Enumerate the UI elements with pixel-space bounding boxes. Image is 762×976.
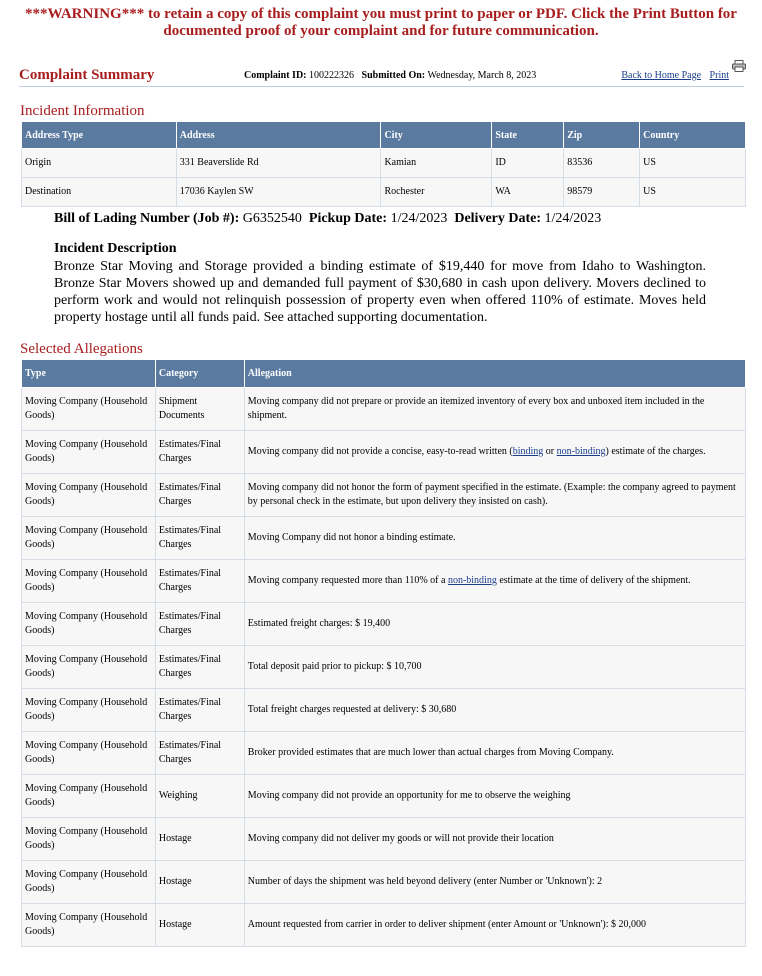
estimate-type-link[interactable]: non-binding <box>556 446 606 457</box>
incident-col-header: Address <box>176 122 381 149</box>
allegations-col-header: Allegation <box>244 360 745 388</box>
submitted-date: Wednesday, March 8, 2023 <box>427 70 537 81</box>
allegation-category: Weighing <box>155 775 244 818</box>
estimate-type-link[interactable]: non-binding <box>447 575 497 586</box>
allegation-text: Moving Company did not honor a binding estimate. <box>244 517 745 560</box>
incident-table <box>21 121 746 207</box>
allegation-text-part: ) estimate of the charges. <box>605 446 706 457</box>
allegation-row <box>22 904 746 947</box>
incident-header-row <box>22 122 746 149</box>
allegation-type: Moving Company (Household Goods) <box>22 603 156 646</box>
pickup-label: Pickup Date: <box>308 211 388 226</box>
allegation-type: Moving Company (Household Goods) <box>22 431 156 474</box>
allegation-category: Hostage <box>155 818 244 861</box>
incident-cell: Destination <box>22 178 177 207</box>
summary-bar <box>19 64 744 87</box>
allegation-row <box>22 517 746 560</box>
incident-cell: Origin <box>22 149 177 178</box>
allegation-text: Number of days the shipment was held beyond delivery (enter Number or 'Unknown'): 2 <box>244 861 745 904</box>
allegation-text-part: estimate at the time of delivery of the shipment. <box>496 575 691 586</box>
allegation-row <box>22 732 746 775</box>
allegation-category: Estimates/Final Charges <box>155 732 244 775</box>
pickup-date: 1/24/2023 <box>390 211 448 226</box>
incident-description-title: Incident Description <box>54 241 177 256</box>
incident-info-title: Incident Information <box>20 103 145 119</box>
allegation-category: Estimates/Final Charges <box>155 517 244 560</box>
allegation-row <box>22 775 746 818</box>
allegation-type: Moving Company (Household Goods) <box>22 861 156 904</box>
allegation-category: Shipment Documents <box>155 388 244 431</box>
allegations-col-header: Category <box>155 360 244 388</box>
incident-col-header: Zip <box>564 122 640 149</box>
incident-col-header: Address Type <box>22 122 177 149</box>
page-title: Complaint Summary <box>19 67 155 83</box>
bill-of-lading <box>54 211 601 227</box>
complaint-meta <box>244 70 536 81</box>
incident-cell: 83536 <box>564 149 640 178</box>
incident-cell: 17036 Kaylen SW <box>176 178 381 207</box>
allegation-category: Hostage <box>155 861 244 904</box>
allegation-row <box>22 689 746 732</box>
allegation-category: Estimates/Final Charges <box>155 431 244 474</box>
complaint-id: 100222326 <box>309 70 355 81</box>
allegation-type: Moving Company (Household Goods) <box>22 689 156 732</box>
allegation-text: Estimated freight charges: $ 19,400 <box>244 603 745 646</box>
allegation-text-part: or <box>543 446 557 457</box>
allegation-row <box>22 388 746 431</box>
incident-col-header: State <box>492 122 564 149</box>
incident-cell: Kamian <box>381 149 492 178</box>
incident-row <box>22 178 746 207</box>
allegation-category: Estimates/Final Charges <box>155 689 244 732</box>
allegation-type: Moving Company (Household Goods) <box>22 775 156 818</box>
printer-icon[interactable] <box>732 60 746 72</box>
allegation-type: Moving Company (Household Goods) <box>22 646 156 689</box>
allegation-type: Moving Company (Household Goods) <box>22 517 156 560</box>
allegation-text: Broker provided estimates that are much lower than actual charges from Moving Company. <box>244 732 745 775</box>
allegation-text: Total freight charges requested at delivery: $ 30,680 <box>244 689 745 732</box>
allegation-text: Total deposit paid prior to pickup: $ 10,700 <box>244 646 745 689</box>
allegation-text-part: Moving company did not provide a concise, easy-to-read written ( <box>247 446 513 457</box>
allegation-type: Moving Company (Household Goods) <box>22 474 156 517</box>
incident-col-header: City <box>381 122 492 149</box>
allegation-type: Moving Company (Household Goods) <box>22 388 156 431</box>
submitted-label: Submitted On: <box>361 70 426 81</box>
allegation-text: Amount requested from carrier in order to deliver shipment (enter Amount or 'Unknown'): $ 20,000 <box>244 904 745 947</box>
complaint-id-label: Complaint ID: <box>244 70 307 81</box>
allegation-text: Moving company did not provide an opportunity for me to observe the weighing <box>244 775 745 818</box>
allegation-text <box>244 431 745 474</box>
allegation-row <box>22 818 746 861</box>
allegation-text: Moving company did not prepare or provide an itemized inventory of every box and unboxed item included in the shipment. <box>244 388 745 431</box>
allegation-row <box>22 603 746 646</box>
incident-cell: 331 Beaverslide Rd <box>176 149 381 178</box>
allegation-row <box>22 646 746 689</box>
allegation-category: Estimates/Final Charges <box>155 603 244 646</box>
selected-allegations-title: Selected Allegations <box>20 341 143 357</box>
allegation-type: Moving Company (Household Goods) <box>22 732 156 775</box>
incident-cell: US <box>640 178 746 207</box>
allegation-category: Estimates/Final Charges <box>155 474 244 517</box>
incident-cell: WA <box>492 178 564 207</box>
allegation-text: Moving company did not honor the form of payment specified in the estimate. (Example: the company agreed to payment by personal check in the estimate, but upon delivery they insisted on cash). <box>244 474 745 517</box>
incident-cell: ID <box>492 149 564 178</box>
bol-label: Bill of Lading Number (Job #): <box>54 211 240 226</box>
allegation-row <box>22 560 746 603</box>
allegation-category: Estimates/Final Charges <box>155 646 244 689</box>
allegations-col-header: Type <box>22 360 156 388</box>
estimate-type-link[interactable]: binding <box>512 446 544 457</box>
print-warning: ***WARNING*** to retain a copy of this complaint you must print to paper or PDF. Click the Print Button for documented proof of your complaint and for future communication. <box>25 6 737 39</box>
allegation-category: Hostage <box>155 904 244 947</box>
allegations-table <box>21 359 746 947</box>
allegations-header-row <box>22 360 746 388</box>
allegation-row <box>22 861 746 904</box>
delivery-label: Delivery Date: <box>454 211 542 226</box>
allegation-text: Moving company did not deliver my goods or will not provide their location <box>244 818 745 861</box>
incident-col-header: Country <box>640 122 746 149</box>
allegation-row <box>22 474 746 517</box>
incident-cell: US <box>640 149 746 178</box>
incident-row <box>22 149 746 178</box>
header-links <box>615 70 729 81</box>
incident-cell: Rochester <box>381 178 492 207</box>
back-to-home-link[interactable]: Back to Home Page <box>621 70 702 81</box>
bol-number: G6352540 <box>242 211 302 226</box>
allegation-type: Moving Company (Household Goods) <box>22 818 156 861</box>
allegation-text-part: Moving company requested more than 110% of a <box>247 575 448 586</box>
allegation-text <box>244 560 745 603</box>
allegation-category: Estimates/Final Charges <box>155 560 244 603</box>
incident-cell: 98579 <box>564 178 640 207</box>
allegation-type: Moving Company (Household Goods) <box>22 560 156 603</box>
print-link[interactable]: Print <box>709 70 729 81</box>
allegation-row <box>22 431 746 474</box>
delivery-date: 1/24/2023 <box>544 211 602 226</box>
incident-description-text: Bronze Star Moving and Storage provided a binding estimate of $19,440 for move from Idaho to Washington. Bronze Star Movers showed up and demanded full payment of $30,680 in cash upon delivery. Movers declined to perform work and would not relinquish possession of property even when offered 110% of estimate. Moves held property hostage until all funds paid. See attached supporting documentation. <box>54 259 706 325</box>
allegation-type: Moving Company (Household Goods) <box>22 904 156 947</box>
